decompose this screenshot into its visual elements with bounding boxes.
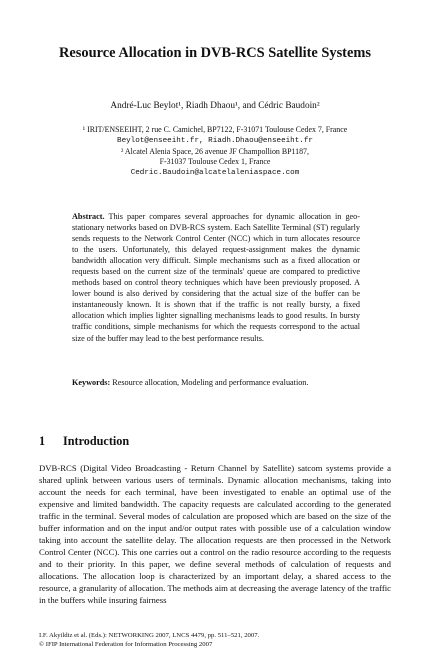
affiliation-2: ² Alcatel Alenia Space, 26 avenue JF Champollion BP1187, xyxy=(121,146,309,156)
abstract-text: This paper compares several approaches for dynamic allocation in geo-stationary networks based on DVB-RCS system. Each Satellite Terminal (ST) regularly sends requests to the Network Control Center (NCC) which in turn allocates resource to the users. Unfortunately, this delayed request-assignment makes the dynamic bandwidth allocation very difficult. Simple mechanisms such as a fixed allocation or requests based on the current size of the terminals' queue are compared to predictive methods based on control theory techniques which have been previously proposed. A lower bound is also derived by considering that the actual size of the buffer can be instantaneously known. It is shown that if the traffic is not really bursty, a fixed allocation which implies lighter signalling mechanisms leads to good results. In bursty traffic conditions, simple mechanisms for which the requests correspond to the actual size of the buffer may lead to the best performance results. xyxy=(72,212,360,343)
abstract-label: Abstract. xyxy=(72,212,105,221)
copyright-line: © IFIP International Federation for Information Processing 2007 xyxy=(39,640,213,648)
keywords-label: Keywords: xyxy=(72,378,111,387)
abstract xyxy=(72,211,360,344)
affiliation-1: ¹ IRIT/ENSEEIHT, 2 rue C. Camichel, BP7122, F-31071 Toulouse Cedex 7, France xyxy=(82,125,348,134)
section-title: Introduction xyxy=(63,434,130,448)
affiliation-2-city: F-31037 Toulouse Cedex 1, France xyxy=(159,157,271,167)
section-number: 1 xyxy=(39,434,46,448)
section-heading xyxy=(39,434,129,449)
author-emails-1: Beylot@enseeiht.fr, Riadh.Dhaou@enseeiht.fr xyxy=(117,136,313,145)
citation-line: I.F. Akyildiz et al. (Eds.): NETWORKING 2007, LNCS 4479, pp. 511–521, 2007. xyxy=(39,632,260,639)
author-list: André-Luc Beylot¹, Riadh Dhaou¹, and Cédric Baudoin² xyxy=(110,101,320,111)
introduction-paragraph: DVB-RCS (Digital Video Broadcasting - Return Channel by Satellite) satcom systems provide a shared uplink between various users of terminals. Dynamic allocation mechanisms, taking into account the needs for each terminal, have been investigated to enable an optimal use of the expensive and limited bandwidth. The capacity requests are calculated according to the generated traffic in the terminal. Several modes of calculation are proposed which are based on the size of the buffer information and on the input and/or output rates with possible use of a calculation window taking into account the satellite delay. The allocation requests are then processed in the Network Control Center (NCC). This one carries out a control on the radio resource according to the requests and to their priority. In this paper, we define several methods of calculation of requests and allocations. The allocation loop is characterized by an important delay, a shared access to the resource, a granularity of allocation. The methods aim at decreasing the average latency of the traffic in the buffers while insuring fairness xyxy=(39,463,391,605)
paper-title: Resource Allocation in DVB-RCS Satellite Systems xyxy=(59,45,371,61)
keywords xyxy=(72,377,360,388)
affiliations xyxy=(0,125,430,179)
author-email-2: Cedric.Baudoin@alcatelaleniaspace.com xyxy=(130,169,300,178)
publication-footer xyxy=(39,632,259,649)
keywords-text: Resource allocation, Modeling and performance evaluation. xyxy=(112,378,309,387)
